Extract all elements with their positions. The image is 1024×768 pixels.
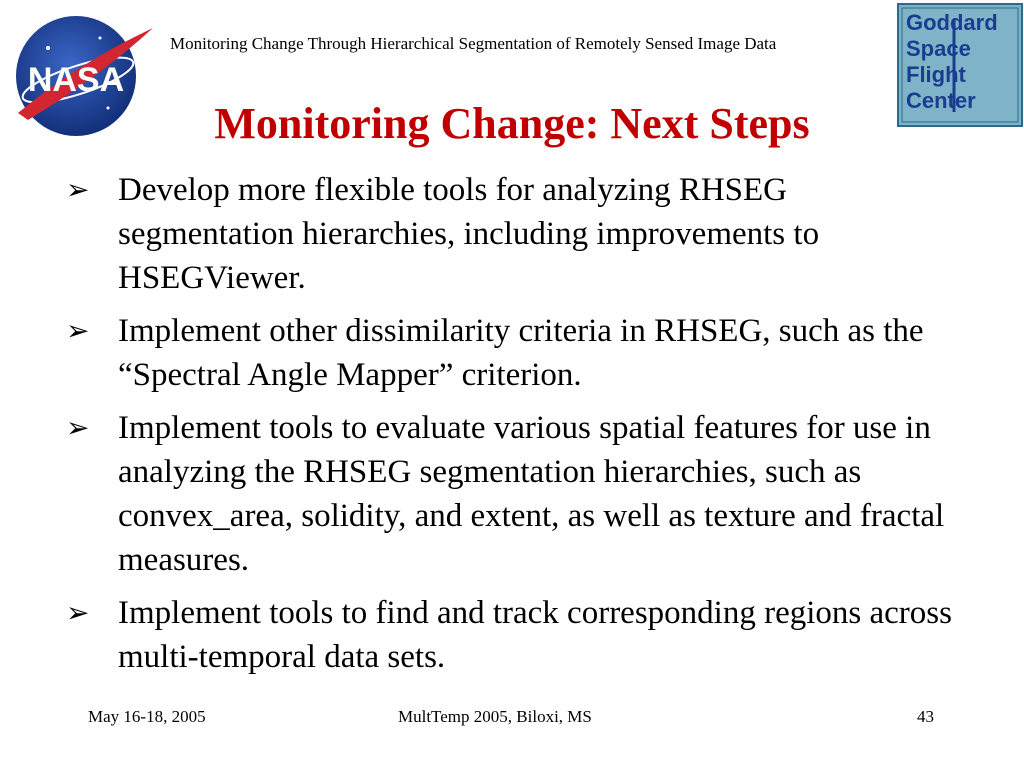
bullet-item bbox=[60, 168, 960, 300]
goddard-logo-line-3: Flight bbox=[906, 62, 966, 87]
bullet-item bbox=[60, 406, 960, 582]
goddard-logo-line-4: Center bbox=[906, 88, 976, 113]
arrow-bullet-icon: ➢ bbox=[66, 596, 90, 629]
bullet-text: Develop more flexible tools for analyzing RHSEG segmentation hierarchies, including improvements to HSEGViewer. bbox=[118, 172, 820, 296]
page-number: 43 bbox=[917, 707, 934, 726]
arrow-bullet-icon: ➢ bbox=[66, 314, 90, 347]
bullet-list bbox=[60, 168, 960, 688]
bullet-item bbox=[60, 309, 960, 397]
bullet-text: Implement other dissimilarity criteria in RHSEG, such as the “Spectral Angle Mapper” criterion. bbox=[118, 313, 924, 393]
nasa-logo-text: NASA bbox=[27, 61, 125, 99]
slide-title: Monitoring Change: Next Steps bbox=[214, 99, 810, 148]
footer-event: MultTemp 2005, Biloxi, MS bbox=[398, 707, 592, 726]
bullet-text: Implement tools to find and track corresponding regions across multi-temporal data sets. bbox=[118, 595, 952, 675]
footer-date: May 16-18, 2005 bbox=[88, 707, 206, 726]
arrow-bullet-icon: ➢ bbox=[66, 173, 90, 206]
bullet-text: Implement tools to evaluate various spatial features for use in analyzing the RHSEG segmentation hierarchies, such as convex_area, solidity, and extent, as well as texture and fractal measures. bbox=[118, 410, 945, 578]
running-header: Monitoring Change Through Hierarchical Segmentation of Remotely Sensed Image Data bbox=[170, 34, 777, 53]
bullet-item bbox=[60, 591, 960, 679]
arrow-bullet-icon: ➢ bbox=[66, 411, 90, 444]
goddard-logo-line-2: Space bbox=[906, 36, 971, 61]
goddard-logo-line-1: Goddard bbox=[906, 10, 998, 35]
